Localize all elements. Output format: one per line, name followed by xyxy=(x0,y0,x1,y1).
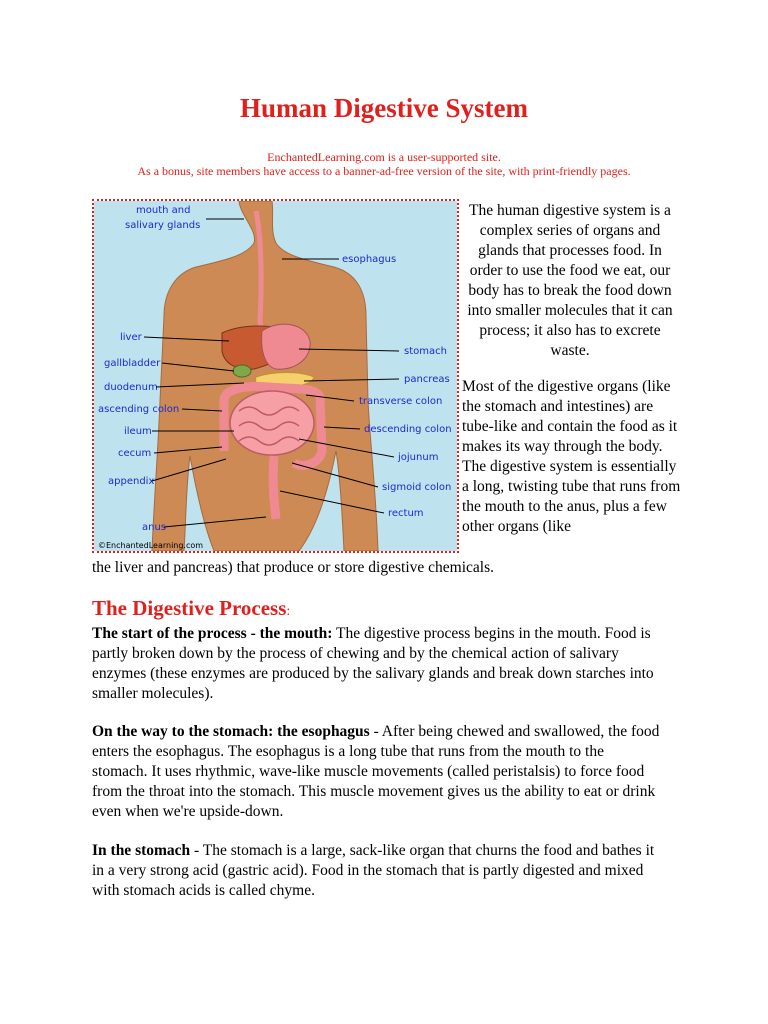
esophagus-section-title: On the way to the stomach: the esophagus xyxy=(92,723,370,740)
label-liver: liver xyxy=(120,332,142,343)
stomach-section-title: In the stomach xyxy=(92,842,191,859)
label-descending-colon: descending colon xyxy=(364,424,452,435)
esophagus-section-text: - After being chewed and swallowed, the food enters the esophagus. The esophagus is a long tube that runs from the mouth to the stomach. It uses rhythmic, wave-like muscle movements (called peristalsis) to force food from the throat into the stomach. This muscle movement gives us the ability to eat or drink even when we're upside-down. xyxy=(92,723,660,820)
label-esophagus: esophagus xyxy=(342,254,397,265)
small-intestine-shape xyxy=(230,391,314,455)
label-jejunum: jojunum xyxy=(398,452,439,463)
stomach-section-text: - The stomach is a large, sack-like organ that churns the food and bathes it in a very strong acid (gastric acid). Food in the stomach that is partly digested and mixed with stomach acids is called chyme. xyxy=(92,842,655,899)
label-appendix: appendix xyxy=(108,476,155,487)
label-duodenum: duodenum xyxy=(104,382,158,393)
notice-line-1: EnchantedLearning.com is a user-supported site. xyxy=(267,150,501,164)
label-rectum: rectum xyxy=(388,508,424,519)
label-pancreas: pancreas xyxy=(404,374,450,385)
label-cecum: cecum xyxy=(118,448,152,459)
diagram-svg xyxy=(94,201,457,551)
label-anus: anus xyxy=(142,522,167,533)
section-heading xyxy=(92,596,290,621)
notice-line-2: As a bonus, site members have access to a banner-ad-free version of the site, with print-friendly pages. xyxy=(137,164,631,178)
copyright-text: ©EnchantedLearning.com xyxy=(98,541,204,550)
page-title: Human Digestive System xyxy=(240,93,528,123)
label-gallbladder: gallbladder xyxy=(104,358,161,369)
intro-paragraph-2: Most of the digestive organs (like the stomach and intestines) are tube-like and contain the food as it makes its way through the body. The digestive system is essentially a long, twisting tube that runs from the mouth to the anus, plus a few other organs (like xyxy=(462,378,681,535)
label-stomach: stomach xyxy=(404,346,447,357)
label-sigmoid-colon: sigmoid colon xyxy=(382,482,452,493)
mouth-section-title: The start of the process - the mouth: xyxy=(92,625,333,642)
label-mouth-2: salivary glands xyxy=(125,220,201,231)
digestive-system-diagram xyxy=(92,199,459,553)
rectum-shape xyxy=(273,456,276,519)
label-ascending-colon: ascending colon xyxy=(98,404,180,415)
esophagus-section xyxy=(92,722,662,822)
mouth-section-text: The digestive process begins in the mouth. Food is partly broken down by the process of chewing and by the chemical action of salivary enzymes (these enzymes are produced by the salivary glands and break down starches into smaller molecules). xyxy=(92,625,654,702)
label-mouth-1: mouth and xyxy=(136,205,191,216)
section-heading-text: The Digestive Process xyxy=(92,596,287,620)
gallbladder-shape xyxy=(233,365,251,377)
section-heading-colon: : xyxy=(286,604,291,619)
intro-paragraph-1: The human digestive system is a complex series of organs and glands that processes food. In order to use the food we eat, our body has to break the food down into smaller molecules that it can process; it also has to excrete waste. xyxy=(467,202,673,359)
label-transverse-colon: transverse colon xyxy=(359,396,443,407)
mouth-section xyxy=(92,624,662,704)
intro-paragraph-3: the liver and pancreas) that produce or store digestive chemicals. xyxy=(92,559,494,576)
label-ileum: ileum xyxy=(124,426,152,437)
stomach-section xyxy=(92,841,662,901)
